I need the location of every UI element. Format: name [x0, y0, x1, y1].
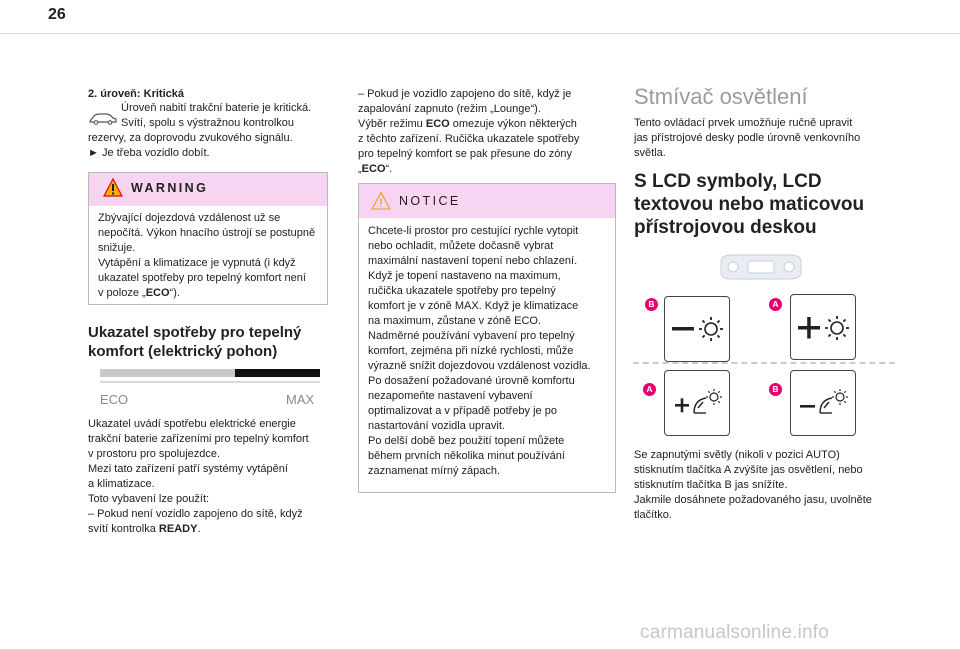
notice-line: zaznamenat mírný zápach. — [368, 465, 501, 477]
warning-triangle-icon — [103, 178, 123, 197]
badge-top-left: B — [645, 298, 658, 311]
notice-triangle-icon — [371, 191, 391, 210]
gauge-eco-label: ECO — [100, 392, 129, 407]
warning-title: WARNING — [131, 181, 209, 195]
warning-box — [88, 172, 328, 305]
footer-line-1: Se zapnutými světly (nikoli v pozici AUTO) — [634, 449, 840, 461]
body-line-1: Ukazatel uvádí spotřebu elektrické energie — [88, 418, 296, 430]
level2-line-2: Svítí, spolu s výstražnou kontrolkou — [121, 117, 295, 129]
footer-line-2: stisknutím tlačítka A zvýšíte jas osvětlení, nebo — [634, 464, 863, 476]
notice-line: nastartování vozidla upravit. — [368, 420, 505, 432]
notice-line: Když je topení nastaveno na maximum, — [368, 270, 561, 282]
brightness-minus-icon — [665, 297, 731, 363]
footer-line-5: tlačítko. — [634, 509, 672, 521]
notice-line: nebo ochladit, můžete dočasně vybrat — [368, 240, 554, 252]
notice-line: maximální nastavení topení nebo chlazení. — [368, 255, 578, 267]
consumption-heading-1: Ukazatel spotřeby pro tepelný — [88, 324, 302, 341]
page-number: 26 — [48, 6, 66, 23]
col2-line-3: Výběr režimu ECO omezuje výkon některých — [358, 118, 577, 130]
col2-line-2: zapalování zapnuto (režim „Lounge“). — [358, 103, 541, 115]
notice-body — [368, 224, 614, 479]
dimmer-decrease-button-top[interactable] — [664, 296, 730, 362]
body-line-4: Mezi tato zařízení patří systémy vytápění — [88, 463, 288, 475]
dashboard-light-minus-icon — [791, 371, 857, 437]
col2-line-6: „ECO“. — [358, 163, 393, 175]
body-line-8: svítí kontrolka READY. — [88, 523, 201, 535]
notice-line: optimalizovat a v případě potřeby je po — [368, 405, 557, 417]
header-divider — [0, 33, 960, 34]
gauge-max-label: MAX — [286, 392, 315, 407]
warning-header — [89, 173, 327, 206]
body-line-3: v prostoru pro spolujezdce. — [88, 448, 221, 460]
body-line-2: trakční baterie zařízeními pro tepelný komfort — [88, 433, 309, 445]
level2-title: 2. úroveň: Kritická — [88, 88, 184, 100]
notice-line: Po dosažení požadované úrovně komfortu — [368, 375, 575, 387]
section-title: Stmívač osvětlení — [634, 84, 808, 109]
notice-title: NOTICE — [399, 194, 461, 208]
dimmer-increase-button-bottom[interactable] — [664, 370, 730, 436]
body-line-5: a klimatizace. — [88, 478, 155, 490]
warning-line-6: v poloze „ECO“). — [98, 287, 180, 299]
warning-line-1: Zbývající dojezdová vzdálenost už se — [98, 212, 281, 224]
body-line-7: – Pokud není vozidlo zapojeno do sítě, když — [88, 508, 303, 520]
notice-line: Nadměrné používání vybavení pro tepelný — [368, 330, 575, 342]
intro-line-1: Tento ovládací prvek umožňuje ručně upravit — [634, 117, 853, 129]
notice-line: ručička ukazatele spotřeby pro tepelný — [368, 285, 556, 297]
level2-line-3: rezervy, za doprovodu zvukového signálu. — [88, 132, 293, 144]
instrument-panel-icon — [718, 252, 804, 282]
dimmer-increase-button-top[interactable] — [790, 294, 856, 360]
badge-bottom-left: A — [643, 383, 656, 396]
dimmer-decrease-button-bottom[interactable] — [790, 370, 856, 436]
notice-line: Po delší době bez použití topení můžete — [368, 435, 565, 447]
car-reserve-icon — [88, 110, 118, 126]
col2-line-5: pro tepelný komfort se pak přesune do zóny — [358, 148, 573, 160]
brightness-plus-icon — [791, 295, 857, 361]
notice-line: během prvních několika minut používání — [368, 450, 565, 462]
notice-line: výrazně snížit dojezdovou vzdálenost vozidla. — [368, 360, 591, 372]
level2-line-1: Úroveň nabití trakční baterie je kritická. — [121, 102, 312, 114]
dashboard-light-plus-icon — [665, 371, 731, 437]
subsection-heading-2: textovou nebo maticovou — [634, 194, 865, 215]
body-line-6: Toto vybavení lze použít: — [88, 493, 210, 505]
notice-line: na maximum, zůstane v zóně ECO. — [368, 315, 542, 327]
consumption-gauge-icon — [100, 366, 324, 388]
warning-line-4: Vytápění a klimatizace je vypnutá (i když — [98, 257, 296, 269]
subsection-heading-1: S LCD symboly, LCD — [634, 171, 822, 192]
notice-line: komfort, zejména při nízké rychlosti, může — [368, 345, 574, 357]
warning-line-5: ukazatel spotřeby pro tepelný komfort není — [98, 272, 306, 284]
warning-line-3: snižuje. — [98, 242, 136, 254]
notice-box — [358, 183, 616, 493]
consumption-heading-2: komfort (elektrický pohon) — [88, 343, 278, 360]
badge-bottom-right: B — [769, 383, 782, 396]
notice-header — [359, 184, 615, 218]
notice-line: nezapomeňte nastavení vybavení — [368, 390, 533, 402]
subsection-heading-3: přístrojovou deskou — [634, 217, 817, 238]
col2-line-1: – Pokud je vozidlo zapojeno do sítě, když je — [358, 88, 572, 100]
notice-line: Chcete-li prostor pro cestující rychle vytopit — [368, 225, 579, 237]
level2-action: ► Je třeba vozidlo dobít. — [88, 147, 210, 159]
badge-top-right: A — [769, 298, 782, 311]
intro-line-2: jas přístrojové desky podle úrovně venkovního — [634, 132, 861, 144]
watermark: carmanualsonline.info — [640, 622, 830, 643]
notice-line: komfort je v zóně MAX. Když je klimatizace — [368, 300, 579, 312]
separator-dashed — [633, 362, 895, 364]
footer-line-3: stisknutím tlačítka B jas snížíte. — [634, 479, 788, 491]
col2-line-4: z těchto zařízení. Ručička ukazatele spotřeby — [358, 133, 580, 145]
intro-line-3: světla. — [634, 147, 666, 159]
warning-line-2: nepočítá. Výkon hnacího ústrojí se postupně — [98, 227, 316, 239]
footer-line-4: Jakmile dosáhnete požadovaného jasu, uvolněte — [634, 494, 872, 506]
